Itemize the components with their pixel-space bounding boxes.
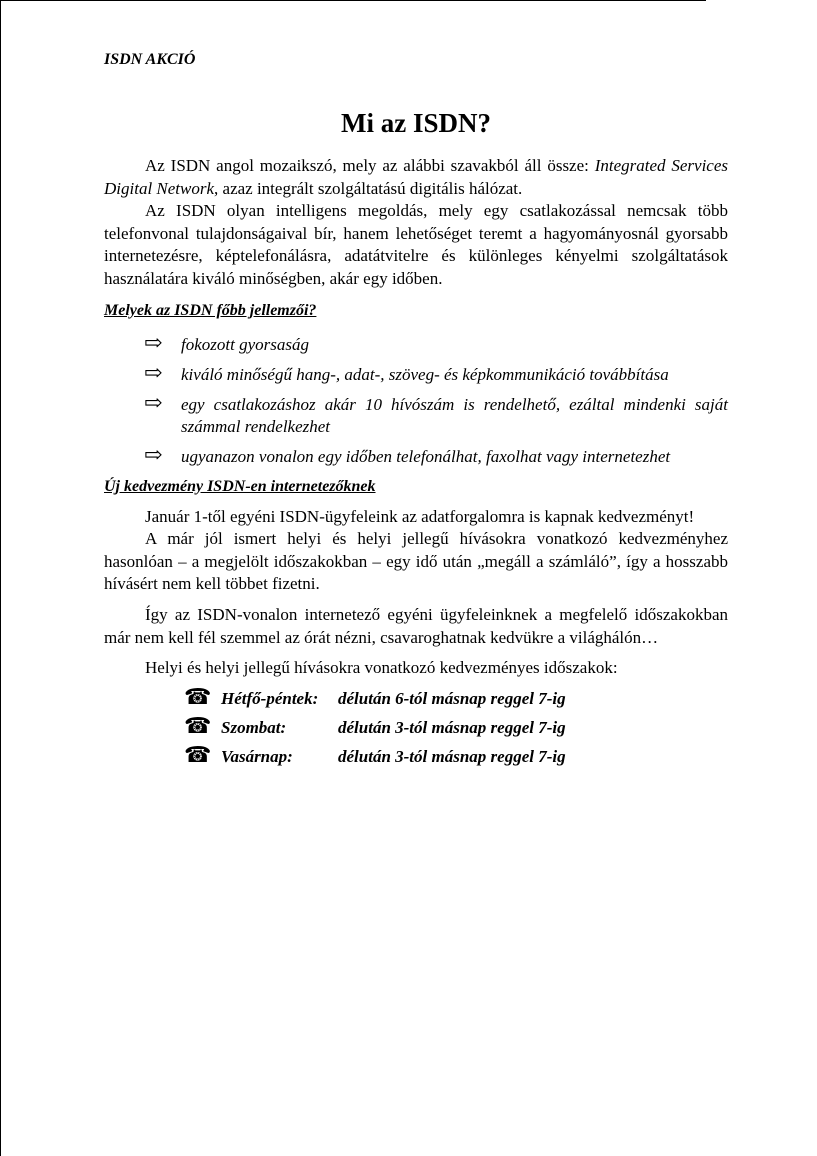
intro-text-end: , azaz integrált szolgáltatású digitális hálózat. (214, 178, 523, 198)
intro-block (104, 155, 728, 291)
telephone-icon: ☎ (184, 712, 212, 738)
schedule-list (104, 684, 728, 771)
promo-paragraph-1: Január 1-től egyéni ISDN-ügyfeleink az adatforgalomra is kapnak kedvezményt! (145, 506, 695, 526)
promo-paragraph-2: A már jól ismert helyi és helyi jellegű hívásokra vonatkozó kedvezményhez hasonlóan – a megjelölt időszakokban – egy idő után „megáll a számláló”, így a hosszabb hívásért nem kell többet fizetni. (104, 529, 728, 594)
features-heading: Melyek az ISDN főbb jellemzői? (104, 301, 317, 319)
schedule-row (104, 684, 728, 713)
page-title: Mi az ISDN? (341, 108, 491, 138)
arrow-right-icon: ⇨ (144, 389, 163, 415)
telephone-icon: ☎ (184, 741, 212, 767)
left-rule (0, 0, 1, 1156)
schedule-time: délután 3-tól másnap reggel 7-ig (338, 717, 566, 737)
schedule-row (104, 742, 728, 771)
arrow-right-icon: ⇨ (144, 329, 163, 355)
promo-heading: Új kedvezmény ISDN-en internetezőknek (104, 477, 376, 495)
arrow-right-icon: ⇨ (144, 441, 163, 467)
feature-text: ugyanazon vonalon egy időben telefonálhat, faxolhat vagy internetezhet (181, 446, 671, 466)
promo-block (104, 506, 728, 680)
page-content (104, 50, 728, 771)
intro-text-start: Az ISDN angol mozaikszó, mely az alábbi szavakból áll össze: (145, 156, 595, 175)
feature-text: egy csatlakozáshoz akár 10 hívószám is rendelhető, ezáltal mindenki saját számmal rendelkezhet (181, 394, 728, 436)
schedule-time: délután 6-tól másnap reggel 7-ig (338, 688, 566, 708)
arrow-right-icon: ⇨ (144, 359, 163, 385)
feature-text: kiváló minőségű hang-, adat-, szöveg- és képkommunikáció továbbítása (181, 364, 669, 384)
feature-text: fokozott gyorsaság (181, 334, 309, 354)
schedule-day: Hétfő-péntek: (221, 688, 319, 708)
schedule-day: Szombat: (221, 717, 287, 737)
telephone-icon: ☎ (184, 683, 212, 709)
intro-paragraph-1 (104, 155, 728, 200)
header-label: ISDN AKCIÓ (104, 51, 196, 68)
feature-item (104, 359, 728, 386)
schedule-day: Vasárnap: (221, 746, 293, 766)
feature-list (104, 329, 728, 468)
feature-item (104, 329, 728, 356)
promo-paragraph-3: Így az ISDN-vonalon internetező egyéni ügyfeleinknek a megfelelő időszakokban már nem kell fél szemmel az órát nézni, csavaroghatnak kedvükre a világhálón… (104, 604, 728, 647)
intro-paragraph-2: Az ISDN olyan intelligens megoldás, mely egy csatlakozással nemcsak több telefonvonal tulajdonságaival bír, hanem lehetőséget teremt a hagyományosnál gyorsabb internetezésre, képtelefonálásra, adatátvitelre és különleges kényelmi szolgáltatások használatára kiváló minőségben, akár egy időben. (104, 201, 728, 288)
intro-term: Integrated Services Digital Network (104, 156, 729, 198)
feature-item (104, 389, 728, 438)
feature-item (104, 441, 728, 468)
top-rule (0, 0, 706, 1)
schedule-time: délután 3-tól másnap reggel 7-ig (338, 746, 566, 766)
schedule-intro: Helyi és helyi jellegű hívásokra vonatkozó kedvezményes időszakok: (145, 658, 618, 678)
schedule-row (104, 713, 728, 742)
